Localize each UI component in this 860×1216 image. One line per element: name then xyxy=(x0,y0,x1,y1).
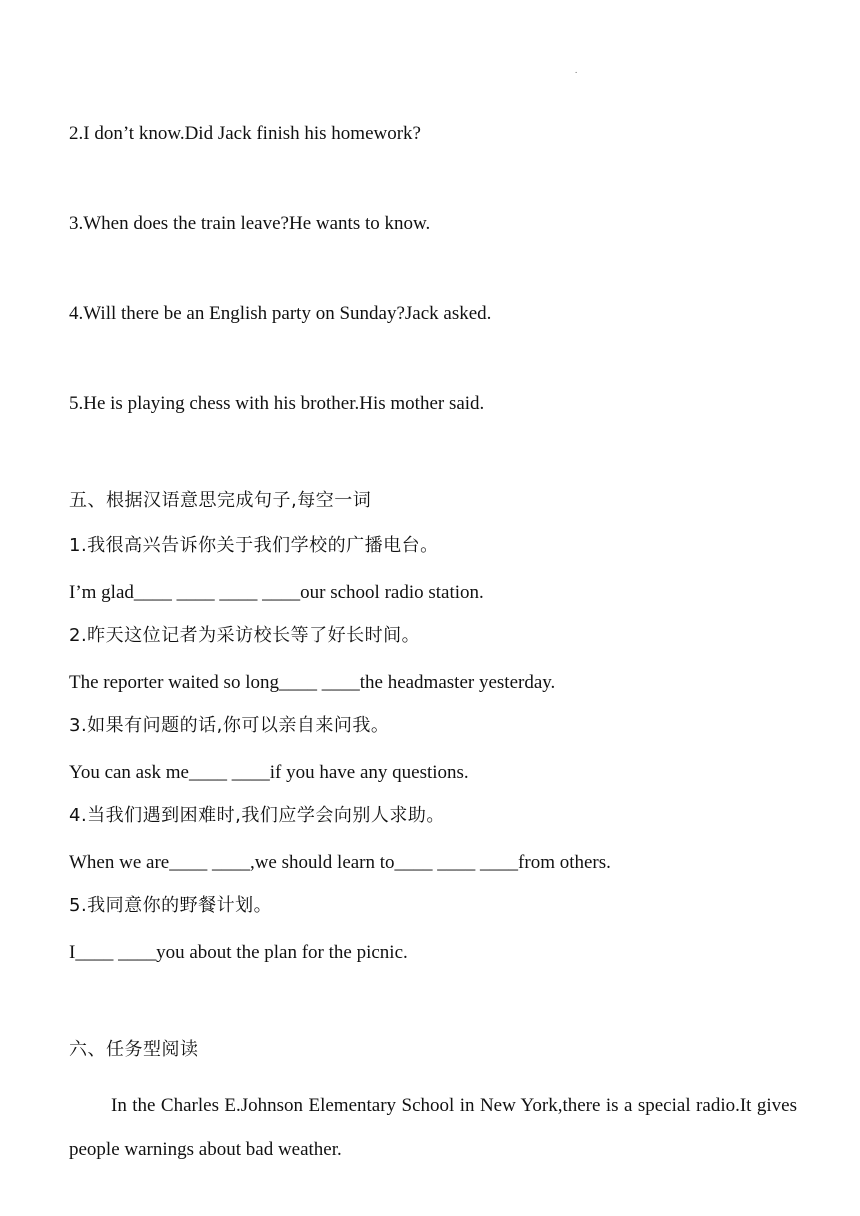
section5-item-5-english: I____ ____you about the plan for the picnic. xyxy=(69,942,408,963)
section4-item-5: 5.He is playing chess with his brother.His mother said. xyxy=(69,393,485,414)
top-mark: . xyxy=(575,65,578,75)
section6-paragraph: In the Charles E.Johnson Elementary School in New York,there is a special radio.It gives people warnings about bad weather. xyxy=(69,1095,797,1160)
section5-item-1-chinese: 1.我很高兴告诉你关于我们学校的广播电台。 xyxy=(69,535,439,556)
section6-heading: 六、任务型阅读 xyxy=(69,1039,199,1060)
section5-item-4-chinese: 4.当我们遇到困难时,我们应学会向别人求助。 xyxy=(69,805,445,826)
section5-heading: 五、根据汉语意思完成句子,每空一词 xyxy=(69,490,372,511)
section5-item-3-chinese: 3.如果有问题的话,你可以亲自来问我。 xyxy=(69,715,390,736)
section4-item-2: 2.I don’t know.Did Jack finish his homework? xyxy=(69,123,421,144)
section5-item-1-english: I’m glad____ ____ ____ ____our school radio station. xyxy=(69,582,484,603)
section5-item-4-english: When we are____ ____,we should learn to____ ____ ____from others. xyxy=(69,852,611,873)
section5-item-2-english: The reporter waited so long____ ____the headmaster yesterday. xyxy=(69,672,556,693)
section4-item-4: 4.Will there be an English party on Sunday?Jack asked. xyxy=(69,303,492,324)
section5-item-2-chinese: 2.昨天这位记者为采访校长等了好长时间。 xyxy=(69,625,421,646)
section4-item-3: 3.When does the train leave?He wants to know. xyxy=(69,213,431,234)
section5-item-5-chinese: 5.我同意你的野餐计划。 xyxy=(69,895,273,916)
section5-item-3-english: You can ask me____ ____if you have any questions. xyxy=(69,762,469,783)
